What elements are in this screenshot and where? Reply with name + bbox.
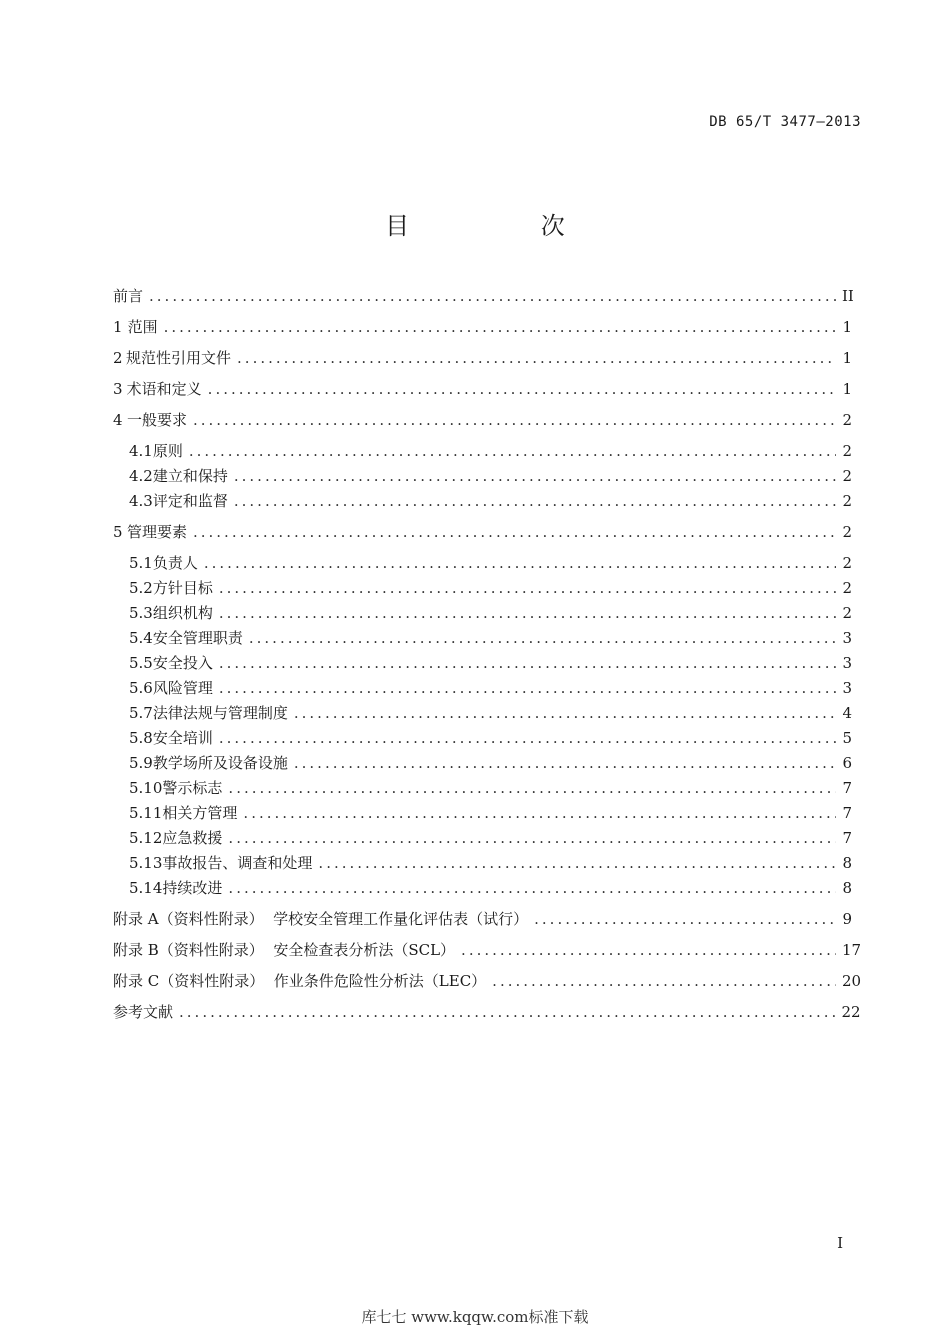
toc-number: 5.11 (129, 804, 163, 822)
toc-number: 5.6 (129, 679, 153, 697)
toc-leader (189, 439, 836, 463)
toc-entry-5[interactable] (113, 520, 852, 544)
toc-label: 范围 (127, 318, 158, 336)
toc-entry-5-8[interactable] (129, 726, 852, 750)
toc-label: 事故报告、调查和处理 (162, 854, 313, 872)
toc-leader (294, 701, 836, 725)
toc-label: 附录 A（资料性附录） 学校安全管理工作量化评估表（试行） (113, 910, 529, 928)
toc-number: 5.1 (129, 554, 153, 572)
toc-entry-2[interactable] (113, 346, 852, 370)
toc-page: 1 (842, 380, 852, 398)
toc-entry-5-3[interactable] (129, 601, 852, 625)
toc-number: 5.4 (129, 629, 153, 647)
toc-entry-5-10[interactable] (129, 776, 852, 800)
toc-label: 警示标志 (162, 779, 223, 797)
toc-label: 附录 C（资料性附录） 作业条件危险性分析法（LEC） (113, 972, 487, 990)
toc-page: 3 (842, 679, 852, 697)
toc-label: 规范性引用文件 (126, 349, 232, 367)
toc-entry-appendix-a[interactable] (113, 907, 852, 931)
toc-page: 7 (842, 804, 852, 822)
toc-label: 参考文献 (113, 1003, 174, 1021)
toc-entry-3[interactable] (113, 377, 852, 401)
toc-leader (228, 776, 836, 800)
toc-leader (219, 601, 836, 625)
toc-leader (228, 826, 836, 850)
toc-page: 6 (842, 754, 852, 772)
toc-entry-1[interactable] (113, 315, 852, 339)
watermark-text: 库七七 www.kqqw.com标准下载 (361, 1308, 589, 1326)
toc-entry-5-9[interactable] (129, 751, 852, 775)
toc-entry-4[interactable] (113, 408, 852, 432)
toc-page: 8 (842, 854, 852, 872)
toc-leader (534, 907, 836, 931)
toc-page: 2 (842, 604, 852, 622)
toc-number: 5.10 (129, 779, 163, 797)
standard-code: DB 65/T 3477—2013 (709, 114, 861, 130)
toc-number: 4 (113, 411, 123, 429)
toc-leader (228, 876, 836, 900)
toc-entry-5-6[interactable] (129, 676, 852, 700)
toc-label: 附录 B（资料性附录） 安全检查表分析法（SCL） (113, 941, 456, 959)
toc-label: 术语和定义 (126, 380, 202, 398)
toc-leader (234, 489, 836, 513)
toc-number: 5.9 (129, 754, 153, 772)
toc-entry-5-2[interactable] (129, 576, 852, 600)
toc-page: 9 (842, 910, 852, 928)
toc-entry-4-1[interactable] (129, 439, 852, 463)
toc-entry-5-12[interactable] (129, 826, 852, 850)
toc-page: 4 (842, 704, 852, 722)
toc-entry-4-2[interactable] (129, 464, 852, 488)
toc-number: 4.2 (129, 467, 153, 485)
toc-label: 一般要求 (126, 411, 187, 429)
toc-leader (234, 464, 836, 488)
toc-number: 5.14 (129, 879, 163, 897)
toc-number: 5 (113, 523, 123, 541)
toc-number: 5.7 (129, 704, 153, 722)
page-number: I (837, 1234, 843, 1252)
toc-leader (149, 284, 836, 308)
toc-leader (193, 408, 836, 432)
toc-label: 安全培训 (152, 729, 213, 747)
toc-leader (193, 520, 836, 544)
toc-leader (237, 346, 836, 370)
toc-page: 8 (842, 879, 852, 897)
toc-page: 2 (842, 442, 852, 460)
toc-leader (243, 801, 836, 825)
toc-page: 3 (842, 629, 852, 647)
toc-entry-appendix-c[interactable] (113, 969, 862, 993)
toc-entry-appendix-b[interactable] (113, 938, 862, 962)
toc-page: 1 (842, 318, 852, 336)
toc-leader (219, 651, 836, 675)
toc-leader (219, 576, 836, 600)
toc-page: 2 (842, 523, 852, 541)
toc-page: 17 (842, 941, 862, 959)
toc-page: 1 (842, 349, 852, 367)
toc-entry-5-4[interactable] (129, 626, 852, 650)
toc-number: 1 (113, 318, 123, 336)
toc-label: 法律法规与管理制度 (152, 704, 288, 722)
toc-leader (179, 1000, 836, 1024)
toc-label: 教学场所及设备设施 (152, 754, 288, 772)
toc-entry-5-5[interactable] (129, 651, 852, 675)
toc-number: 5.12 (129, 829, 163, 847)
toc-label: 持续改进 (162, 879, 223, 897)
toc-entry-5-14[interactable] (129, 876, 852, 900)
toc-entry-5-13[interactable] (129, 851, 852, 875)
toc-number: 4.1 (129, 442, 153, 460)
toc-number: 4.3 (129, 492, 153, 510)
toc-page: 2 (842, 492, 852, 510)
toc-number: 5.13 (129, 854, 163, 872)
toc-leader (208, 377, 836, 401)
toc-entry-references[interactable] (113, 1000, 861, 1024)
toc-page: 2 (842, 411, 852, 429)
toc-page: 3 (842, 654, 852, 672)
toc-page: 2 (842, 467, 852, 485)
toc-leader (249, 626, 836, 650)
toc-label: 应急救援 (162, 829, 223, 847)
toc-leader (318, 851, 836, 875)
toc-page: II (842, 287, 854, 305)
toc-label: 组织机构 (152, 604, 213, 622)
page-title: 目 次 (385, 212, 627, 240)
toc-entry-5-1[interactable] (129, 551, 852, 575)
toc-label: 负责人 (152, 554, 198, 572)
toc-leader (219, 676, 836, 700)
toc-entry-5-11[interactable] (129, 801, 852, 825)
toc-label: 风险管理 (152, 679, 213, 697)
toc-page: 7 (842, 779, 852, 797)
toc-entry-4-3[interactable] (129, 489, 852, 513)
toc-label: 安全管理职责 (152, 629, 243, 647)
toc-leader (204, 551, 836, 575)
toc-entry-5-7[interactable] (129, 701, 852, 725)
toc-label: 相关方管理 (162, 804, 238, 822)
toc-number: 5.2 (129, 579, 153, 597)
toc-page: 20 (842, 972, 862, 990)
toc-label: 方针目标 (152, 579, 213, 597)
toc-leader (492, 969, 836, 993)
toc-label: 建立和保持 (152, 467, 228, 485)
toc-page: 2 (842, 579, 852, 597)
toc-leader (219, 726, 836, 750)
toc-number: 5.8 (129, 729, 153, 747)
toc-entry-foreword[interactable] (113, 284, 852, 308)
toc-label: 评定和监督 (152, 492, 228, 510)
toc-number: 2 (113, 349, 123, 367)
toc-label: 原则 (152, 442, 183, 460)
toc-page: 5 (842, 729, 852, 747)
toc-page: 2 (842, 554, 852, 572)
toc-number: 5.5 (129, 654, 153, 672)
toc-leader (294, 751, 836, 775)
toc-page: 22 (841, 1003, 861, 1021)
toc-leader (461, 938, 836, 962)
toc-number: 5.3 (129, 604, 153, 622)
toc-label: 安全投入 (152, 654, 213, 672)
toc-number: 3 (113, 380, 123, 398)
toc-page: 7 (842, 829, 852, 847)
toc-leader (164, 315, 836, 339)
toc-label: 管理要素 (126, 523, 187, 541)
toc-label: 前言 (113, 287, 144, 305)
